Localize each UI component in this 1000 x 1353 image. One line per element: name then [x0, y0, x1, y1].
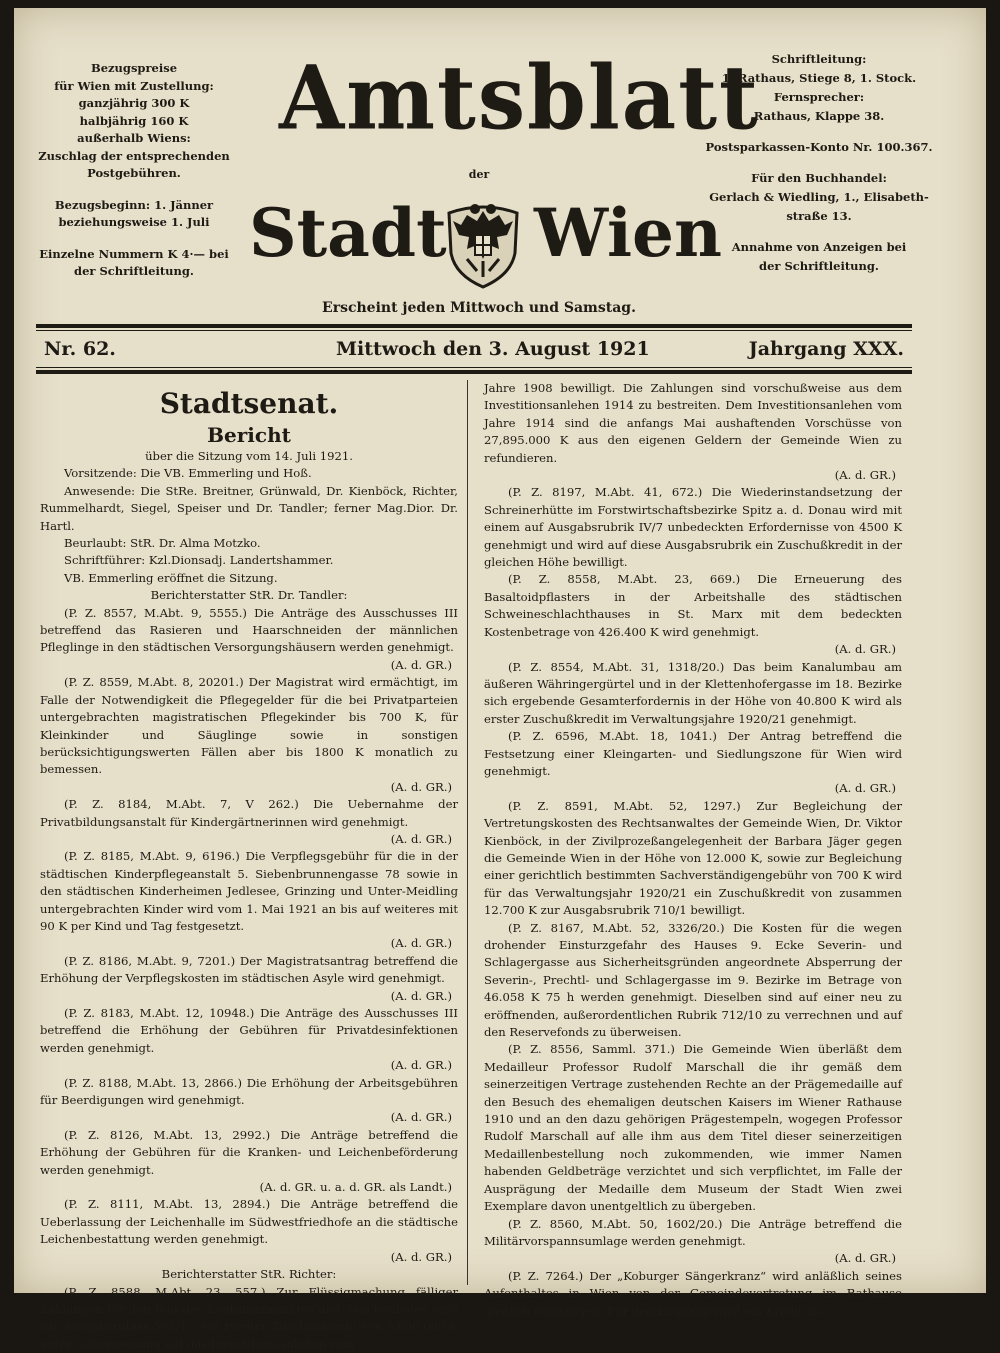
- resolution-item: (P. Z. 8183, M.Abt. 12, 10948.) Die Anträge des Ausschusses III betreffend die Erhöhung der Gebühren für Privatdesinfektionen werden genehmigt.: [40, 1005, 458, 1057]
- editorial-line: Fernsprecher:: [704, 88, 934, 107]
- resolution-item: (P. Z. 8126, M.Abt. 13, 2992.) Die Anträge betreffend die Erhöhung der Gebühren für die Kranken- und Leichenbeförderung werden genehmigt.: [40, 1127, 458, 1179]
- editorial-line: straße 13.: [704, 207, 934, 226]
- editorial-line: Rathaus, Klappe 38.: [704, 107, 934, 126]
- publication-tagline: Erscheint jeden Mittwoch und Samstag.: [264, 300, 694, 316]
- resolution-item: (P. Z. 8111, M.Abt. 13, 2894.) Die Anträge betreffend die Ueberlassung der Leichenhalle im Südwestfriedhofe an die städtische Leichenbestattung werden genehmigt.: [40, 1196, 458, 1248]
- reporter-heading: Berichterstatter StR. Dr. Tandler:: [40, 587, 458, 604]
- reporter-heading: Berichterstatter StR. Richter:: [40, 1266, 458, 1283]
- resolution-item: (P. Z. 8556, Samml. 371.) Die Gemeinde Wien überläßt dem Medailleur Professor Rudolf Marschall die ihr gemäß dem seinerzeitigen Vertrage zustehenden Rechte an der Prägemedaille auf den Besuch des ehemaligen deutschen Kaisers im Wiener Rathause 1910 und an den dazu gehörigen Prägestempeln, wogegen Professor Rudolf Marschall auf alle ihm aus dem Titel dieser seinerzeitigen Medaillenbestellung noch zukommenden, wie immer Namen habenden Geldbeträge verzichtet und sich verpflichtet, im Falle der Ausprägung der Medaille dem Museum der Stadt Wien zwei Exemplare davon unentgeltlich zu übergeben.: [484, 1041, 902, 1215]
- column-divider: [467, 380, 468, 1285]
- issue-bar: [40, 333, 908, 365]
- resolution-ref: (A. d. GR.): [40, 1109, 458, 1126]
- editorial-line: Postsparkassen-Konto Nr. 100.367.: [704, 138, 934, 157]
- resolution-item: (P. Z. 8588, M.Abt. 23, 557.) Zur Flüssigmachung fälliger Zahlungen für den Bau des Kontumazmarktes und Seuchenhofes wird zur Ausgabsrubrik 503/1 c ein zweiter Zuschußkredit von 8,650.000 K unter Ueberweisung auf das Investitionsanlehen vom: [40, 1284, 458, 1353]
- masthead-title-stadt: Stadt: [249, 188, 434, 278]
- resolution-ref: (A. d. GR.): [484, 780, 902, 797]
- subscription-line: außerhalb Wiens:: [34, 130, 234, 148]
- subscription-line: Bezugsbeginn: 1. Jänner: [34, 197, 234, 215]
- subscription-line: der Schriftleitung.: [34, 263, 234, 281]
- resolution-ref: (A. d. GR.): [40, 935, 458, 952]
- secretary-line: Schriftführer: Kzl.Dionsadj. Landertshammer.: [40, 552, 458, 569]
- report-date: über die Sitzung vom 14. Juli 1921.: [40, 448, 458, 465]
- masthead-title-wien: Wien: [534, 188, 709, 278]
- issue-date: Mittwoch den 3. August 1921: [336, 333, 650, 365]
- resolution-ref: (A. d. GR.): [484, 467, 902, 484]
- issue-volume: Jahrgang XXX.: [749, 333, 904, 365]
- subscription-line: für Wien mit Zustellung:: [34, 78, 234, 96]
- resolution-ref: (A. d. GR.): [40, 779, 458, 796]
- editorial-line: Annahme von Anzeigen bei: [704, 238, 934, 257]
- present-line: Anwesende: Die StRe. Breitner, Grünwald, Dr. Kienböck, Richter, Rummelhardt, Siegel, Speiser und Dr. Tandler; ferner Mag.Dior. Dr. Hartl.: [40, 483, 458, 535]
- subscription-info: [34, 60, 234, 281]
- resolution-ref: (A. d. GR.): [40, 1057, 458, 1074]
- subscription-line: Einzelne Nummern K 4·— bei: [34, 246, 234, 264]
- section-title: Stadtsenat.: [40, 386, 458, 422]
- chair-line: Vorsitzende: Die VB. Emmerling und Hoß.: [40, 465, 458, 482]
- resolution-item: (P. Z. 8558, M.Abt. 23, 669.) Die Erneuerung des Basaltoidpflasters in der Arbeitshalle des städtischen Schweineschlachthauses in St. Marx mit dem bedeckten Kostenbetrage von 426.400 K wird genehmigt.: [484, 571, 902, 641]
- masthead-rule-top-thin: [36, 330, 912, 331]
- resolution-item: (P. Z. 8185, M.Abt. 9, 6196.) Die Verpflegsgebühr für die in der städtischen Kinderpflegeanstalt 5. Siebenbrunnengasse 78 sowie in den städtischen Kinderheimen Jedlesee, Grinzing und Unter-Meidling untergebrachten Kinder wird vom 1. Mai 1921 an bis auf weiteres mit 90 K per Kind und Tag festgesetzt.: [40, 848, 458, 935]
- masthead-rule-top: [36, 324, 912, 328]
- continued-text: Jahre 1908 bewilligt. Die Zahlungen sind vorschußweise aus dem Investitionsanlehen 1914 zu bestreiten. Dem Investitionsanlehen vom Jahre 1914 sind die anfangs Mai aushaftenden Vorschüsse von 27,895.000 K aus den eigenen Geldern der Gemeinde Wien zu refundieren.: [484, 380, 902, 467]
- newspaper-page: [14, 8, 986, 1293]
- resolution-item: (P. Z. 8554, M.Abt. 31, 1318/20.) Das beim Kanalumbau am äußeren Währingergürtel und in der Klettenhofergasse im 18. Bezirke sich ergebende Gesamterfordernis in der Höhe von 40.800 K wird als erster Zuschußkredit im Verwaltungsjahre 1920/21 genehmigt.: [484, 659, 902, 729]
- masthead-rule-bottom: [36, 370, 912, 374]
- resolution-ref: (A. d. GR.): [484, 641, 902, 658]
- resolution-item: (P. Z. 8167, M.Abt. 52, 3326/20.) Die Kosten für die wegen drohender Einsturzgefahr des Hauses 9. Ecke Severin- und Schlagergasse aus Sicherheitsgründen angeordnete Absperrung der Severin-, Prechtl- und Schlagergasse im 9. Bezirke im Betrage von 46.058 K 75 h werden genehmigt. Dieselben sind auf einer neu zu eröffnenden, außerordentlichen Rubrik 712/10 zu verrechnen und auf den Reservefonds zu überweisen.: [484, 920, 902, 1042]
- resolution-item: (P. Z. 8591, M.Abt. 52, 1297.) Zur Begleichung der Vertretungskosten des Rechtsanwaltes der Gemeinde Wien, Dr. Viktor Kienböck, in der Zivilprozeßangelegenheit der Barbara Jäger gegen die Gemeinde Wien in der Höhe von 12.000 K, sowie zur Begleichung einer gerichtlich bestimmten Sachverständigengebühr von 700 K wird für das Verwaltungsjahr 1920/21 ein Zuschußkredit von zusammen 12.700 K zur Ausgabsrubrik 710/1 bewilligt.: [484, 798, 902, 920]
- subscription-line: Postgebühren.: [34, 165, 234, 183]
- resolution-item: (P. Z. 8560, M.Abt. 50, 1602/20.) Die Anträge betreffend die Militärvorspannsumlage werden genehmigt.: [484, 1216, 902, 1251]
- resolution-item: (P. Z. 6596, M.Abt. 18, 1041.) Der Antrag betreffend die Festsetzung einer Kleingarten- und Siedlungszone für Wien wird genehmigt.: [484, 728, 902, 780]
- left-column: [40, 382, 458, 1353]
- masthead-title-der: der: [454, 168, 504, 181]
- resolution-ref: (A. d. GR.): [40, 657, 458, 674]
- opening-line: VB. Emmerling eröffnet die Sitzung.: [40, 570, 458, 587]
- resolution-item: (P. Z. 8184, M.Abt. 7, V 262.) Die Uebernahme der Privatbildungsanstalt für Kindergärtnerinnen wird genehmigt.: [40, 796, 458, 831]
- report-title: Bericht: [40, 422, 458, 448]
- editorial-heading: Schriftleitung:: [704, 50, 934, 69]
- resolution-ref: (A. d. GR.): [40, 988, 458, 1005]
- editorial-info: [704, 50, 934, 276]
- resolution-item: (P. Z. 8197, M.Abt. 41, 672.) Die Wiederinstandsetzung der Schreinerhütte im Forstwirtschaftsbezirke Spitz a. d. Donau wird mit einem auf Ausgabsrubrik IV/7 unbedeckten Erfordernisse von 4500 K genehmigt und wird auf diese Ausgabsrubrik ein Zuschußkredit in der gleichen Höhe bewilligt.: [484, 484, 902, 571]
- editorial-line: der Schriftleitung.: [704, 257, 934, 276]
- resolution-item: (P. Z. 8186, M.Abt. 9, 7201.) Der Magistratsantrag betreffend die Erhöhung der Verpflegskosten im städtischen Asyle wird genehmigt.: [40, 953, 458, 988]
- masthead-rule-bottom-thin: [36, 367, 912, 368]
- masthead-title-amtsblatt: Amtsblatt: [279, 46, 679, 151]
- resolution-item: (P. Z. 8559, M.Abt. 8, 20201.) Der Magistrat wird ermächtigt, im Falle der Notwendigkeit die Pflegegelder für die bei Privatparteien untergebrachten magistratischen Pflegekinder bis 700 K, für Kleinkinder und Säuglinge sowie in sonstigen berücksichtigungswerten Fällen aber bis 1800 K monatlich zu bemessen.: [40, 674, 458, 778]
- resolution-ref: (A. d. GR.): [40, 1249, 458, 1266]
- subscription-line: ganzjährig 300 K: [34, 95, 234, 113]
- resolution-item: (P. Z. 8557, M.Abt. 9, 5555.) Die Anträge des Ausschusses III betreffend das Rasieren und Haarschneiden der männlichen Pfleglinge in den städtischen Versorgungshäusern werden genehmigt.: [40, 605, 458, 657]
- subscription-line: beziehungsweise 1. Juli: [34, 214, 234, 232]
- resolution-item: (P. Z. 8188, M.Abt. 13, 2866.) Die Erhöhung der Arbeitsgebühren für Beerdigungen wird genehmigt.: [40, 1075, 458, 1110]
- right-column: [484, 380, 902, 1320]
- subscription-heading: Bezugspreise: [34, 60, 234, 78]
- editorial-line: Gerlach & Wiedling, 1., Elisabeth-: [704, 188, 934, 207]
- resolution-ref: (A. d. GR. u. a. d. GR. als Landt.): [40, 1179, 458, 1196]
- editorial-line: Für den Buchhandel:: [704, 169, 934, 188]
- subscription-line: halbjährig 160 K: [34, 113, 234, 131]
- issue-number: Nr. 62.: [44, 333, 116, 365]
- resolution-ref: (A. d. GR.): [484, 1250, 902, 1267]
- vienna-eagle-crest-icon: [437, 191, 529, 291]
- editorial-line: 1. Rathaus, Stiege 8, 1. Stock.: [704, 69, 934, 88]
- excused-line: Beurlaubt: StR. Dr. Alma Motzko.: [40, 535, 458, 552]
- resolution-ref: (A. d. GR.): [40, 831, 458, 848]
- subscription-line: Zuschlag der entsprechenden: [34, 148, 234, 166]
- resolution-item: (P. Z. 7264.) Der „Koburger Sängerkranz“ wird anläßlich seines Aufenthaltes in Wien von der Gemeindevertretung im Rathause gastlich empfangen. Für den Empfang wird ein Kredit im: [484, 1268, 902, 1320]
